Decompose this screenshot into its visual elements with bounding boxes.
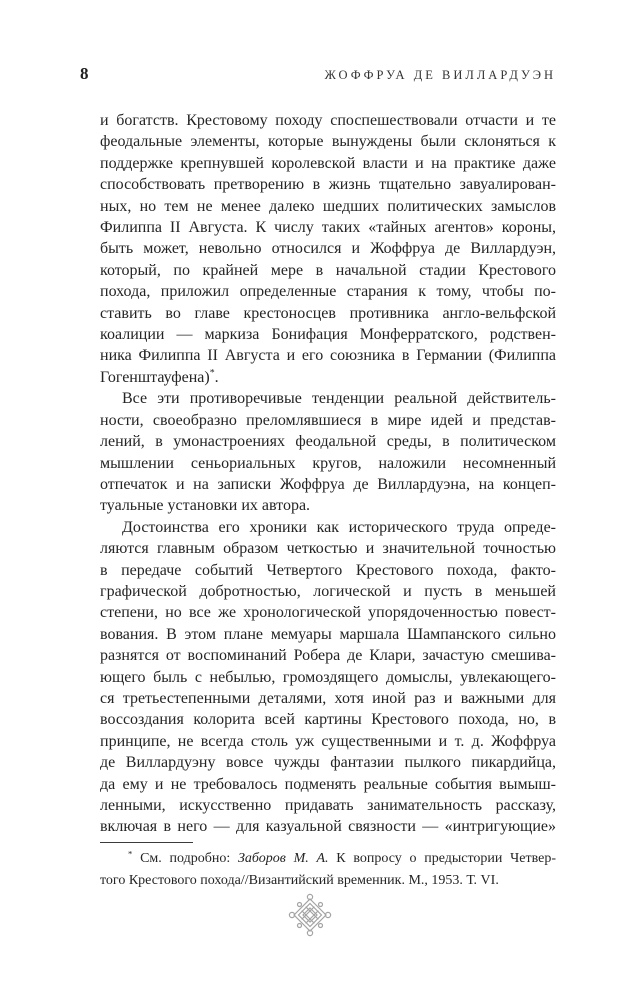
paragraph bbox=[100, 517, 556, 838]
text-line: в передаче событий Четвертого Крестового похода, факто- bbox=[100, 561, 556, 579]
text-line: ника Филиппа II Августа и его союзника в Германии (Филиппа bbox=[100, 347, 556, 365]
text-line: ляются главным образом четкостью и значительной точностью bbox=[100, 540, 556, 558]
text-line: ности, своеобразно преломлявшиеся в мире идей и представ- bbox=[100, 411, 556, 429]
text-line: лений, в умонастроениях феодальной среды, в политическом bbox=[100, 433, 556, 451]
footnote-marker: * bbox=[128, 848, 133, 859]
page-header bbox=[80, 64, 556, 84]
text-line: Все эти противоречивые тенденции реальной действитель- bbox=[122, 390, 556, 408]
text-line: мышлении сеньориальных кругов, наложили несомненный bbox=[100, 454, 556, 472]
footnote-author: Заборов М. А. bbox=[237, 851, 329, 866]
text-line: туальные установки их автора. bbox=[100, 497, 311, 515]
body-text bbox=[100, 110, 556, 838]
text-line: ся третьестепенными деталями, хотя иной раз и важными для bbox=[100, 689, 556, 707]
text-line: похода, приложил определенные старания к тому, чтобы по- bbox=[100, 283, 556, 301]
knot-ornament-icon bbox=[288, 893, 332, 937]
footnote-rule bbox=[100, 842, 193, 843]
text-line: ленными, искусственно придавать занимательность рассказу, bbox=[100, 797, 556, 814]
footnote-marker: * bbox=[209, 367, 215, 379]
footnote bbox=[100, 848, 556, 892]
paragraph bbox=[100, 388, 556, 516]
running-title: ЖОФФРУА ДЕ ВИЛЛАРДУЭН bbox=[324, 68, 556, 82]
text-line: ющего быль с небылью, громоздящего домыслы, увлекающего- bbox=[100, 668, 556, 686]
text-line: поддержке крепнувшей королевской власти и на практике даже bbox=[100, 154, 556, 172]
text-line: ных, но тем не менее далеко шедших политических замыслов bbox=[100, 197, 556, 215]
text-line: принципе, не всегда столь уж существенными и т. д. Жоффруа bbox=[100, 732, 556, 750]
footnote-line bbox=[100, 848, 556, 870]
text-line: ставить во главе крестоносцев противника англо-вельфской bbox=[100, 304, 556, 322]
text-line: графической добротностью, логической и пусть в меньшей bbox=[100, 582, 556, 600]
footnote-text: К вопросу о предыстории Четвер- bbox=[328, 851, 556, 866]
text-line: способствовать претворению в жизнь тщательно завуалирован- bbox=[100, 176, 556, 194]
footnote-line: того Крестового похода//Византийский временник. М., 1953. Т. VI. bbox=[100, 873, 499, 888]
text-line: де Виллардуэну вовсе чужды фантазии пылкого пикардийца, bbox=[100, 754, 556, 772]
text-line: да ему и не требовалось подменять реальные события вымыш- bbox=[100, 775, 556, 793]
text-line: и богатств. Крестовому походу споспешествовали отчасти и те bbox=[100, 112, 556, 129]
paragraph bbox=[100, 110, 556, 388]
page-number: 8 bbox=[80, 64, 89, 83]
text-line: Достоинства его хроники как исторического труда опреде- bbox=[122, 518, 556, 536]
text-line: разнятся от воспоминаний Робера де Клари, зачастую смешива- bbox=[100, 647, 556, 665]
text-line: включая в него — для казуальной связности — «интригующие» bbox=[100, 818, 556, 836]
text-line: воссоздания колорита всей картины Крестового похода, но, в bbox=[100, 711, 556, 729]
text-line: феодальные элементы, которые вынуждены были склоняться к bbox=[100, 133, 556, 151]
text-line: отпечаток и на записки Жоффруа де Виллардуэна, на концеп- bbox=[100, 475, 556, 493]
text-line: вования. В этом плане мемуары маршала Шампанского сильно bbox=[100, 625, 556, 643]
text-line: Филиппа II Августа. К числу таких «тайных агентов» короны, bbox=[100, 219, 556, 237]
text-line: Гогенштауфена)*. bbox=[100, 367, 219, 386]
text-line: который, по крайней мере в начальной стадии Крестового bbox=[100, 261, 556, 279]
footnote-text: См. подробно: bbox=[132, 851, 238, 866]
text-line: степени, но все же хронологической упорядоченностью повест- bbox=[100, 604, 556, 622]
text-line: быть может, невольно относился и Жоффруа де Виллардуэн, bbox=[100, 240, 556, 258]
text-line: коалиции — маркиза Бонифация Монферратского, родствен- bbox=[100, 326, 556, 344]
